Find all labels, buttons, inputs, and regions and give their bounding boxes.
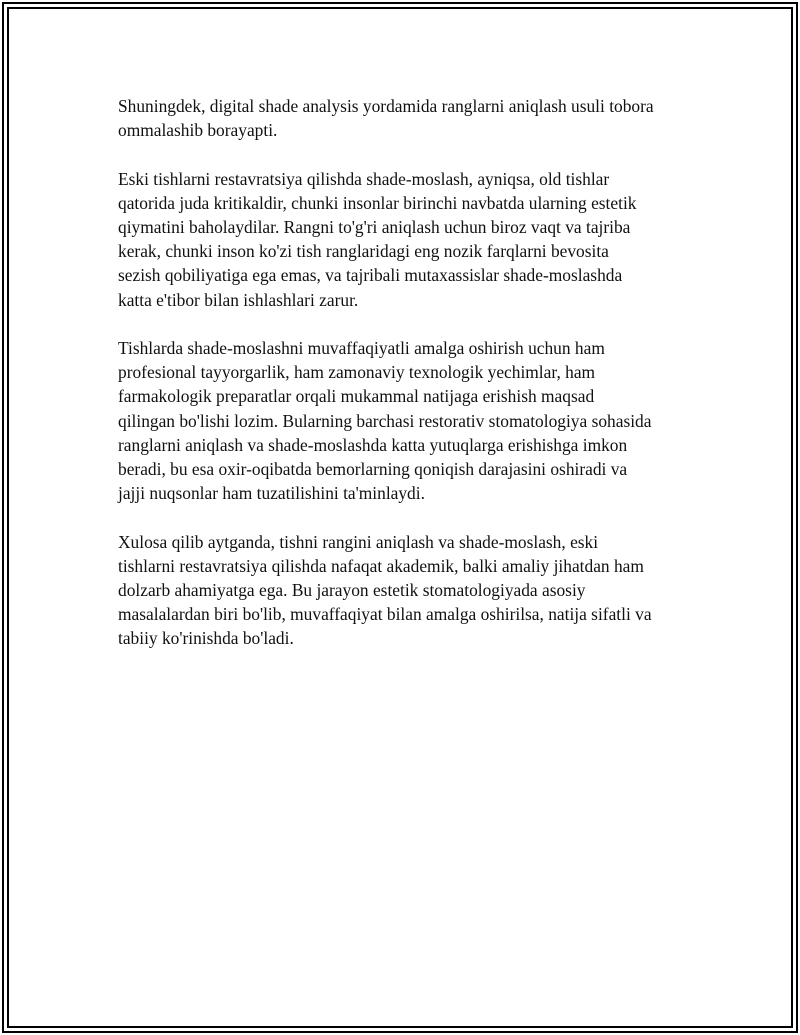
paragraph-successful-implementation: Tishlarda shade-moslashni muvaffaqiyatli amalga oshirish uchun ham profesional tayyorgarlik, ham zamonaviy texnologik yechimlar, ham farmakologik preparatlar orqali mukammal natijaga erishish maqsad qilingan bo'lishi lozim. Bularning barchasi restorativ stomatologiya sohasida ranglarni aniqlash va shade-moslashda katta yutuqlarga erishishga imkon beradi, bu esa oxir-oqibatda bemorlarning qoniqish darajasini oshiradi va jajji nuqsonlar ham tuzatilishini ta'minlaydi. [118,338,652,504]
paragraph-digital-shade-analysis: Shuningdek, digital shade analysis yordamida ranglarni aniqlash usuli tobora ommalashib borayapti. [118,96,654,141]
paragraph-conclusion: Xulosa qilib aytganda, tishni rangini aniqlash va shade-moslash, eski tishlarni restavratsiya qilishda nafaqat akademik, balki amaliy jihatdan ham dolzarb ahamiyatga ega. Bu jarayon estetik stomatologiyada asosiy masalalardan biri bo'lib, muvaffaqiyat bilan amalga oshirilsa, natija sifatli va tabiiy ko'rinishda bo'ladi. [118,531,652,649]
document-body [118,94,690,675]
paragraph-restoration-shade-matching: Eski tishlarni restavratsiya qilishda shade-moslash, ayniqsa, old tishlar qatorida juda kritikaldir, chunki insonlar birinchi navbatda ularning estetik qiymatini baholaydilar. Rangni to'g'ri aniqlash uchun biroz vaqt va tajriba kerak, chunki inson ko'zi tish ranglaridagi eng nozik farqlarni bevosita sezish qobiliyatiga ega emas, va tajribali mutaxassislar shade-moslashda katta e'tibor bilan ishlashlari zarur. [118,168,637,310]
